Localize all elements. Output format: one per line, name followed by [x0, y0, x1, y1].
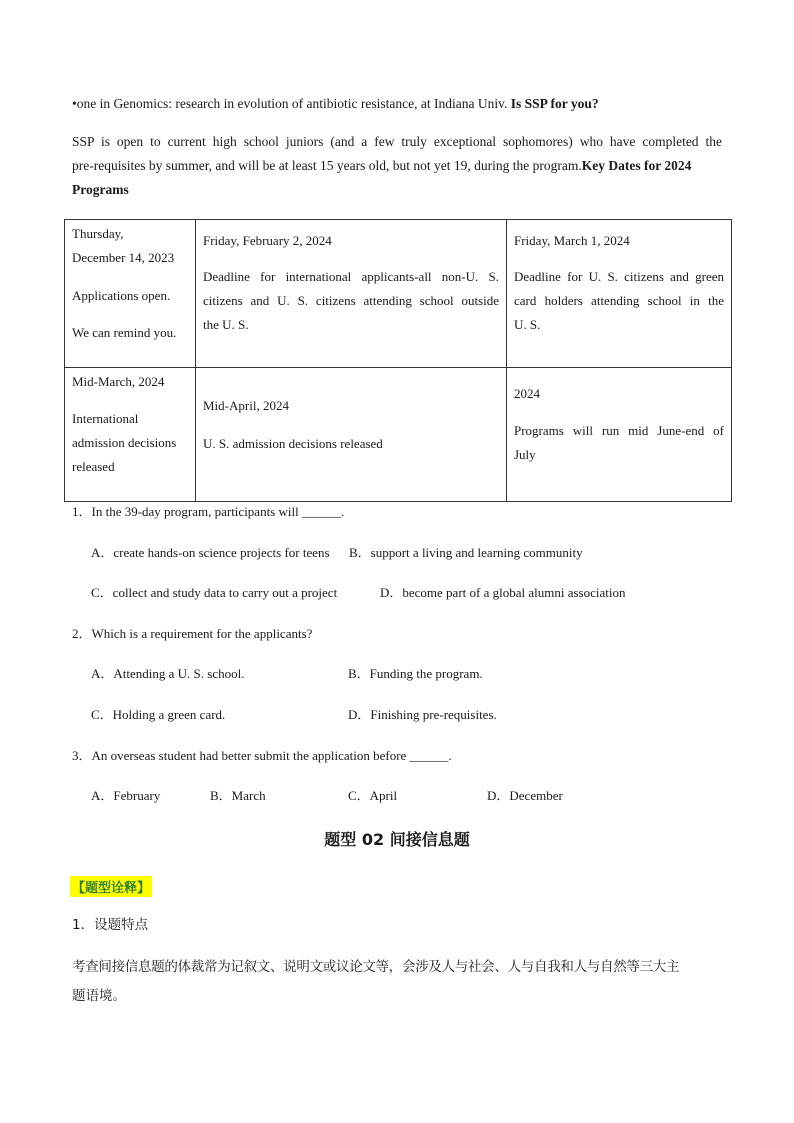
cell-desc: the U. S.	[203, 317, 249, 332]
cell-date: December 14, 2023	[72, 250, 175, 265]
table-row	[65, 220, 732, 368]
table-cell	[507, 220, 732, 368]
table-cell	[196, 220, 507, 368]
cell-date: Mid-March, 2024	[72, 374, 165, 389]
cell-date: 2024	[514, 386, 540, 401]
cell-date: Mid-April, 2024	[203, 398, 289, 413]
eligibility-paragraph-line2	[72, 154, 732, 178]
question-2-option-a: A．Attending a U. S. school.	[91, 666, 245, 681]
cell-desc: Deadline for international applicants-all non-U. S.	[203, 269, 499, 284]
cell-desc: card holders attending school in the	[514, 293, 724, 308]
question-3-option-b: B．March	[210, 788, 266, 803]
key-dates-heading-cont: Programs	[72, 182, 129, 197]
question-3-option-d: D．December	[487, 788, 563, 803]
cell-desc: admission decisions	[72, 435, 177, 450]
cell-desc: We can remind you.	[72, 325, 177, 340]
question-1-option-d: D．become part of a global alumni association	[380, 585, 626, 600]
cell-desc: July	[514, 447, 536, 462]
table-cell	[65, 368, 196, 502]
key-dates-table	[64, 219, 732, 502]
cell-date: Thursday,	[72, 226, 124, 241]
section-body-line1: 考查间接信息题的体裁常为记叙文、说明文或议论文等，会涉及人与社会、人与自我和人与自然等三大主	[72, 959, 680, 975]
question-2-option-b: B．Funding the program.	[348, 666, 483, 681]
cell-desc: Programs will run mid June-end of	[514, 423, 724, 438]
intro-heading: Is SSP for you?	[510, 96, 599, 111]
cell-date: Friday, February 2, 2024	[203, 233, 332, 248]
section-body-line2: 题语境。	[72, 988, 126, 1004]
question-3-option-c: C．April	[348, 788, 398, 803]
section-tag: 【题型诠释】	[70, 876, 152, 897]
question-1: 1．In the 39-day program, participants will ______.	[72, 504, 345, 519]
section-heading: 题型 02 间接信息题	[324, 830, 470, 849]
question-2-option-c: C．Holding a green card.	[91, 707, 226, 722]
question-3-option-a: A．February	[91, 788, 161, 803]
cell-desc: citizens and U. S. citizens attending school outside	[203, 293, 499, 308]
section-item-1: 1．设题特点	[72, 917, 149, 933]
question-1-option-c: C．collect and study data to carry out a project	[91, 585, 338, 600]
cell-desc: Deadline for U. S. citizens and green	[514, 269, 724, 284]
cell-desc: U. S.	[514, 317, 541, 332]
intro-text: •one in Genomics: research in evolution of antibiotic resistance, at Indiana Univ.	[72, 96, 508, 111]
table-cell	[507, 368, 732, 502]
table-row	[65, 368, 732, 502]
cell-desc: released	[72, 459, 115, 474]
eligibility-text: pre-requisites by summer, and will be at least 15 years old, but not yet 19, during the program.	[72, 158, 582, 173]
cell-desc: U. S. admission decisions released	[203, 436, 383, 451]
cell-desc: Applications open.	[72, 288, 171, 303]
intro-line	[72, 92, 732, 116]
cell-date: Friday, March 1, 2024	[514, 233, 630, 248]
table-cell	[65, 220, 196, 368]
cell-desc: International	[72, 411, 139, 426]
key-dates-heading: Key Dates for 2024	[581, 158, 692, 173]
question-2: 2．Which is a requirement for the applicants?	[72, 626, 313, 641]
question-3: 3．An overseas student had better submit the application before ______.	[72, 748, 452, 763]
eligibility-paragraph-line1: SSP is open to current high school juniors (and a few truly exceptional sophomores) who have completed the	[72, 134, 722, 149]
table-cell	[196, 368, 507, 502]
question-1-option-b: B．support a living and learning community	[349, 545, 583, 560]
question-1-option-a: A．create hands-on science projects for teens	[91, 545, 330, 560]
question-2-option-d: D．Finishing pre-requisites.	[348, 707, 497, 722]
